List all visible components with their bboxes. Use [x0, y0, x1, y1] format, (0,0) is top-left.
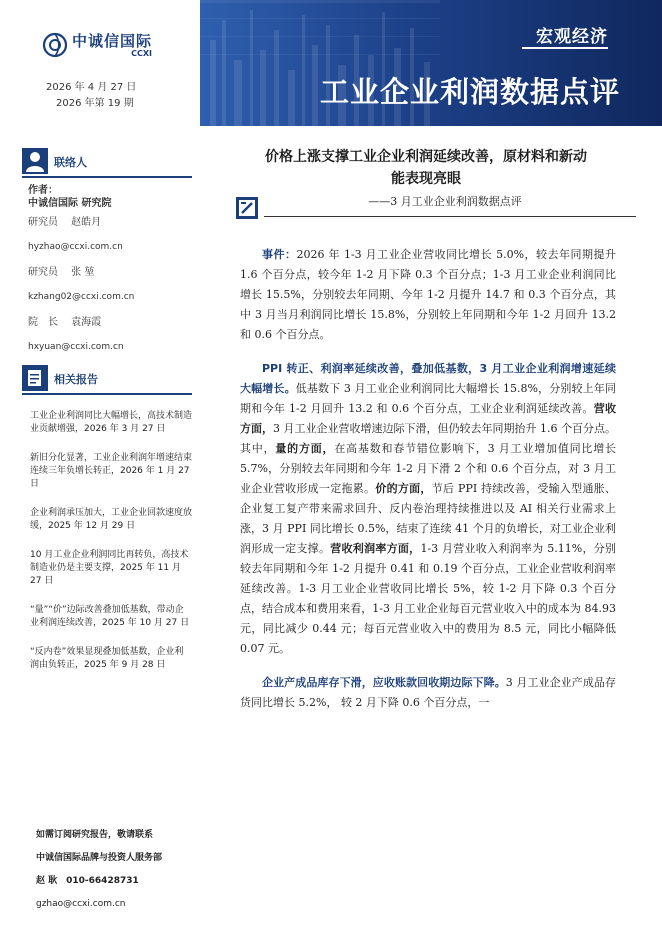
- event-text: 2026 年 1-3 月工业企业营收同比增长 5.0%，较去年同期提升 1.6 个百分点，较今年 1-2 月下降 0.3 个百分点；1-3 月工业企业利润同比增长 15.5%，分别较去年同期、今年 1-2 月提升 14.7 和 0.3 个百分点，其中 3 月当月利润同比增长 15.8%，分别较上年同期和今年 1-2 月回升 13.2 和 0.6 个百分点。: [240, 248, 616, 341]
- volume-lead: 量的方面，: [275, 442, 335, 455]
- revenue-lead: 营收方面，: [240, 402, 617, 435]
- report-icon: [22, 365, 48, 391]
- price-text: 节后 PPI 持续改善，受输入型通胀、企业复工复产带来需求回升、反内卷治理持续推进以及 AI 相关行业需求上涨，3 月 PPI 同比增长 0.5%，结束了连续 41 个月的负增长，对工业企业利润形成一定支撑。: [240, 482, 617, 555]
- logo-cn-text: 中诚信国际: [72, 31, 153, 50]
- person-icon: [22, 148, 48, 174]
- paragraph-event: [240, 245, 616, 345]
- related-report-item[interactable]: 新旧分化显著，工业企业利润年增速结束连续三年负增长转正，2026 年 1 月 27 日: [30, 453, 193, 489]
- related-report-list: [30, 410, 192, 688]
- related-section-rule: [22, 393, 192, 395]
- contact-list: [28, 184, 196, 366]
- related-report-item[interactable]: 10 月工业企业利润同比再转负，高技术制造业仍是主要支撑，2025 年 11 月 27 日: [30, 550, 189, 586]
- related-report-item[interactable]: “反内卷”效果显现叠加低基数，企业利润由负转正，2025 年 9 月 28 日: [30, 647, 184, 670]
- subscribe-dept: 中诚信国际品牌与投资人服务部: [36, 853, 163, 863]
- related-report-item[interactable]: 企业利润承压加大，工业企业回款速度放缓，2025 年 12 月 29 日: [30, 508, 193, 531]
- report-subtitle: [226, 146, 626, 190]
- report-title: 工业企业利润数据点评: [319, 75, 620, 109]
- author-label: 作者：: [28, 185, 58, 196]
- contact-section-header: [22, 144, 192, 178]
- contact-section-title: 联络人: [54, 156, 87, 169]
- profit-text: 低基数下 3 月工业企业利润同比大幅增长 15.8%，分别较上年同期和今年 1-2 月回升 13.2 和 0.6 个百分点，工业企业利润延续改善。: [240, 382, 616, 415]
- volume-text: 在高基数和春节错位影响下，3 月工业增加值同比增长 5.7%，分别较去年同期和今年 1-2 月下滑 2 个和 0.6 个百分点，对 3 月工业企业营收形成一定拖累。: [240, 442, 616, 495]
- margin-lead: 营收利润率方面，: [330, 542, 421, 555]
- contact-section-rule: [22, 176, 192, 178]
- report-issue: 2026 年第 19 期: [56, 98, 134, 109]
- related-section-title: 相关报告: [54, 373, 98, 386]
- contact-name: 研究员 张 堃: [28, 267, 95, 278]
- author-org: 中诚信国际 研究院: [28, 198, 112, 209]
- paragraph-inventory: [240, 673, 616, 713]
- subscribe-info: [36, 829, 162, 921]
- document-icon: [236, 197, 258, 219]
- category-label: 宏观经济: [536, 27, 608, 47]
- ccxi-logo-icon: [42, 32, 68, 58]
- contact-email[interactable]: hyzhao@ccxi.com.cn: [28, 242, 123, 252]
- subscribe-phone: 赵 耿 010-66428731: [36, 876, 139, 886]
- related-report-item[interactable]: “量”“价”边际改善叠加低基数，带动企业利润连续改善，2025 年 10 月 27 日: [30, 605, 190, 628]
- report-subtitle-sub: ——3 月工业企业利润数据点评: [368, 195, 522, 208]
- header-banner: [200, 0, 662, 126]
- report-date: 2026 年 4 月 27 日: [46, 82, 137, 93]
- related-report-item[interactable]: 工业企业利润同比大幅增长，高技术制造业贡献增强，2026 年 3 月 27 日: [30, 411, 193, 434]
- event-lead: 事件：: [262, 248, 297, 261]
- company-logo: [42, 32, 152, 58]
- inventory-lead: 企业产成品库存下滑，应收账款回收期边际下降。: [262, 676, 506, 689]
- profit-lead: PPI 转正、利润率延续改善，叠加低基数，3 月工业企业利润增速延续大幅增长。: [240, 362, 616, 395]
- header-left: [0, 0, 200, 126]
- contact-email[interactable]: hxyuan@ccxi.com.cn: [28, 342, 124, 352]
- title-rule: [264, 216, 636, 217]
- inventory-text: 3 月工业企业产成品存货同比增长 5.2%， 较 2 月下降 0.6 个百分点，一: [240, 676, 617, 709]
- price-lead: 价的方面，: [375, 482, 432, 495]
- contact-name: 研究员 赵皓月: [28, 217, 102, 228]
- margin-text: 1-3 月营业收入利润率为 5.11%，分别较去年同期和今年 1-2 月提升 0.41 和 0.19 个百分点，工业企业营收利润率延续改善。1-3 月工业企业营收同比增长 5%，较 1-2 月下降 0.3 个百分点，结合成本和费用来看，1-3 月工业企业每百元营业收入中的成本为 84.93 元，同比减少 0.44 元；每百元营业收入中的费用为 8.5 元，同比小幅降低 0.07 元。: [240, 542, 617, 655]
- subscribe-line: 如需订阅研究报告，敬请联系: [36, 830, 154, 840]
- report-body: [240, 245, 616, 727]
- subtitle-line-1: 价格上涨支撑工业企业利润延续改善，原材料和新动: [265, 149, 587, 165]
- contact-name: 院 长 袁海霞: [28, 317, 102, 328]
- contact-email[interactable]: kzhang02@ccxi.com.cn: [28, 292, 135, 302]
- revenue-text: 3 月工业企业营收增速边际下滑，但仍较去年同期抬升 1.6 个百分点。其中，: [240, 422, 617, 455]
- subtitle-line-2: 能表现亮眼: [391, 171, 461, 187]
- category-underline: [522, 47, 608, 49]
- subscribe-email[interactable]: gzhao@ccxi.com.cn: [36, 899, 126, 909]
- related-section-header: [22, 361, 192, 395]
- logo-en-text: CCXI: [131, 48, 153, 58]
- paragraph-profit: [240, 359, 616, 659]
